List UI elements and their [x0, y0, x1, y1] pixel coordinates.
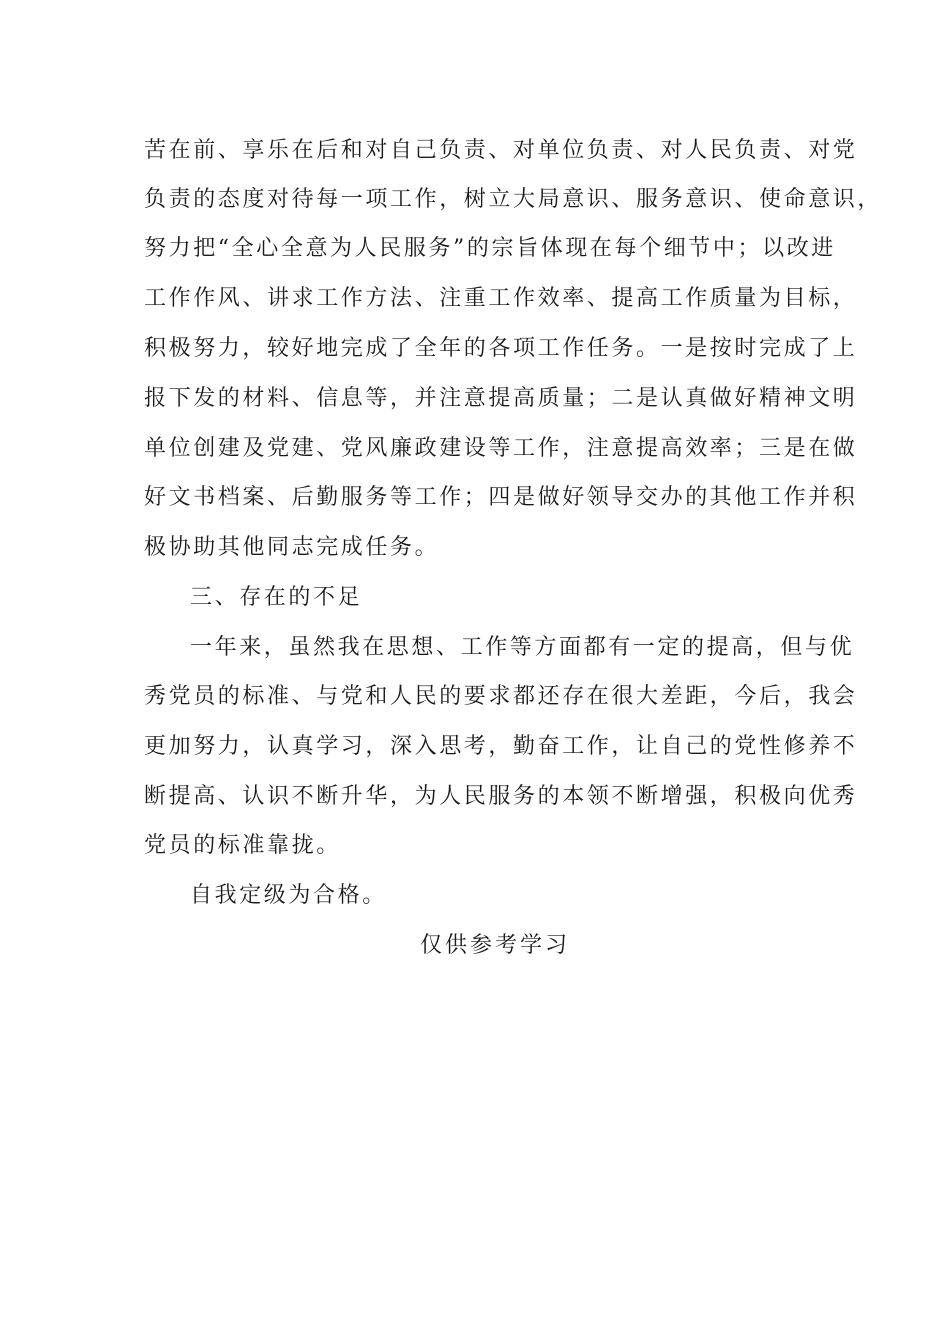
body-line: 党员的标准靠拢。	[144, 833, 341, 858]
body-line: 更加努力，认真学习，深入思考，勤奋工作，让自己的党性修养不	[144, 734, 858, 759]
footer-note: 仅供参考学习	[419, 933, 570, 958]
body-line: 负责的态度对待每一项工作，树立大局意识、服务意识、使命意识，	[144, 187, 883, 212]
body-line: 工作作风、讲求工作方法、注重工作效率、提高工作质量为目标，	[144, 286, 858, 311]
body-line: 积极努力，较好地完成了全年的各项工作任务。一是按时完成了上	[144, 336, 858, 361]
section-heading: 三、存在的不足	[190, 585, 363, 610]
body-line: 断提高、认识不断升华，为人民服务的本领不断增强，积极向优秀	[144, 784, 858, 809]
body-line: 报下发的材料、信息等，并注意提高质量；二是认真做好精神文明	[144, 386, 858, 411]
body-line: 秀党员的标准、与党和人民的要求都还存在很大差距，今后，我会	[144, 684, 858, 709]
body-line: 苦在前、享乐在后和对自己负责、对单位负责、对人民负责、对党	[144, 138, 858, 163]
body-line: 努力把“全心全意为人民服务”的宗旨体现在每个细节中；以改进	[144, 236, 836, 261]
body-line: 好文书档案、后勤服务等工作；四是做好领导交办的其他工作并积	[144, 485, 858, 510]
body-line: 极协助其他同志完成任务。	[144, 535, 440, 560]
self-rating-line: 自我定级为合格。	[190, 883, 387, 908]
body-line: 单位创建及党建、党风廉政建设等工作，注意提高效率；三是在做	[144, 436, 858, 461]
body-line: 一年来，虽然我在思想、工作等方面都有一定的提高，但与优	[190, 635, 855, 660]
